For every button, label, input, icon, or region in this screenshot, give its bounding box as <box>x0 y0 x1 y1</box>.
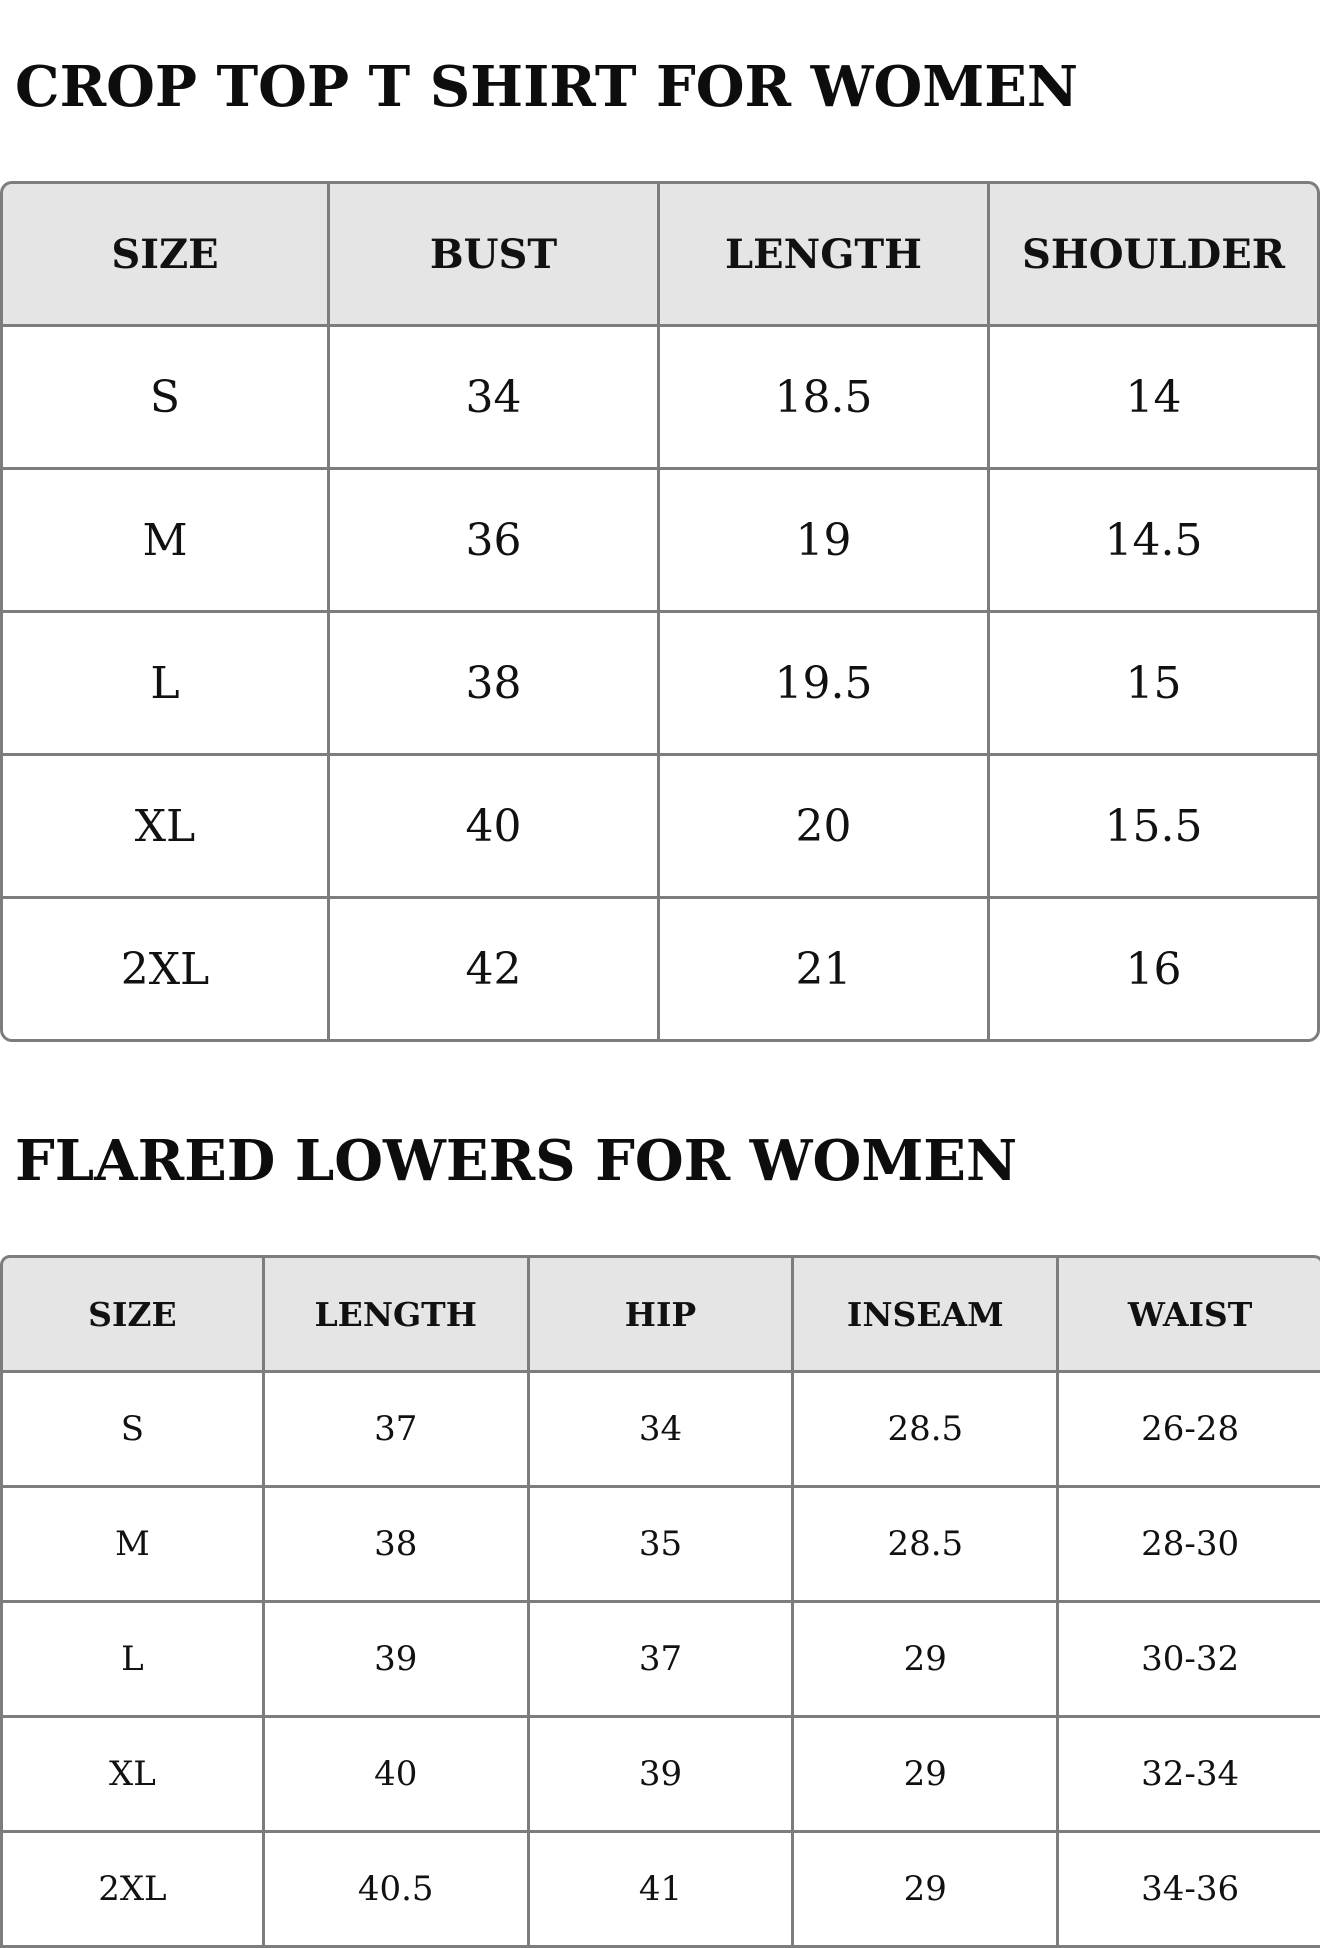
size-cell: S <box>0 1373 265 1488</box>
shoulder-cell: 15 <box>990 613 1320 756</box>
waist-cell: 32-34 <box>1059 1718 1320 1833</box>
bust-cell: 34 <box>330 327 660 470</box>
size-cell: XL <box>0 756 330 899</box>
inseam-cell: 29 <box>794 1603 1059 1718</box>
crop-top-size-table <box>0 181 1320 1042</box>
size-cell: 2XL <box>0 899 330 1042</box>
length-cell: 39 <box>265 1603 530 1718</box>
column-header-length: LENGTH <box>265 1255 530 1373</box>
inseam-cell: 29 <box>794 1718 1059 1833</box>
size-cell: L <box>0 613 330 756</box>
length-cell: 40.5 <box>265 1833 530 1948</box>
crop-top-title: CROP TOP T SHIRT FOR WOMEN <box>15 54 1079 120</box>
length-cell: 19.5 <box>660 613 990 756</box>
hip-cell: 39 <box>530 1718 795 1833</box>
hip-cell: 37 <box>530 1603 795 1718</box>
length-cell: 18.5 <box>660 327 990 470</box>
inseam-cell: 28.5 <box>794 1488 1059 1603</box>
table-row <box>0 1603 1320 1718</box>
size-cell: S <box>0 327 330 470</box>
table-row <box>0 613 1320 756</box>
column-header-inseam: INSEAM <box>794 1255 1059 1373</box>
length-cell: 19 <box>660 470 990 613</box>
shoulder-cell: 14.5 <box>990 470 1320 613</box>
inseam-cell: 29 <box>794 1833 1059 1948</box>
waist-cell: 26-28 <box>1059 1373 1320 1488</box>
flared-lowers-size-table <box>0 1255 1320 1948</box>
column-header-shoulder: SHOULDER <box>990 181 1320 327</box>
length-cell: 37 <box>265 1373 530 1488</box>
table-row <box>0 1718 1320 1833</box>
column-header-bust: BUST <box>330 181 660 327</box>
column-header-length: LENGTH <box>660 181 990 327</box>
inseam-cell: 28.5 <box>794 1373 1059 1488</box>
table-row <box>0 470 1320 613</box>
table-row <box>0 1373 1320 1488</box>
bust-cell: 40 <box>330 756 660 899</box>
size-cell: 2XL <box>0 1833 265 1948</box>
waist-cell: 28-30 <box>1059 1488 1320 1603</box>
shoulder-cell: 15.5 <box>990 756 1320 899</box>
hip-cell: 35 <box>530 1488 795 1603</box>
bust-cell: 36 <box>330 470 660 613</box>
table-row <box>0 756 1320 899</box>
column-header-size: SIZE <box>0 181 330 327</box>
table-row <box>0 327 1320 470</box>
table-header-row <box>0 181 1320 327</box>
bust-cell: 38 <box>330 613 660 756</box>
shoulder-cell: 14 <box>990 327 1320 470</box>
column-header-waist: WAIST <box>1059 1255 1320 1373</box>
waist-cell: 30-32 <box>1059 1603 1320 1718</box>
hip-cell: 41 <box>530 1833 795 1948</box>
length-cell: 38 <box>265 1488 530 1603</box>
length-cell: 20 <box>660 756 990 899</box>
size-cell: M <box>0 1488 265 1603</box>
size-cell: XL <box>0 1718 265 1833</box>
size-cell: M <box>0 470 330 613</box>
table-row <box>0 1833 1320 1948</box>
size-cell: L <box>0 1603 265 1718</box>
column-header-size: SIZE <box>0 1255 265 1373</box>
table-row <box>0 1488 1320 1603</box>
table-header-row <box>0 1255 1320 1373</box>
column-header-hip: HIP <box>530 1255 795 1373</box>
bust-cell: 42 <box>330 899 660 1042</box>
table-row <box>0 899 1320 1042</box>
waist-cell: 34-36 <box>1059 1833 1320 1948</box>
hip-cell: 34 <box>530 1373 795 1488</box>
shoulder-cell: 16 <box>990 899 1320 1042</box>
flared-lowers-title: FLARED LOWERS FOR WOMEN <box>15 1128 1018 1194</box>
length-cell: 40 <box>265 1718 530 1833</box>
length-cell: 21 <box>660 899 990 1042</box>
